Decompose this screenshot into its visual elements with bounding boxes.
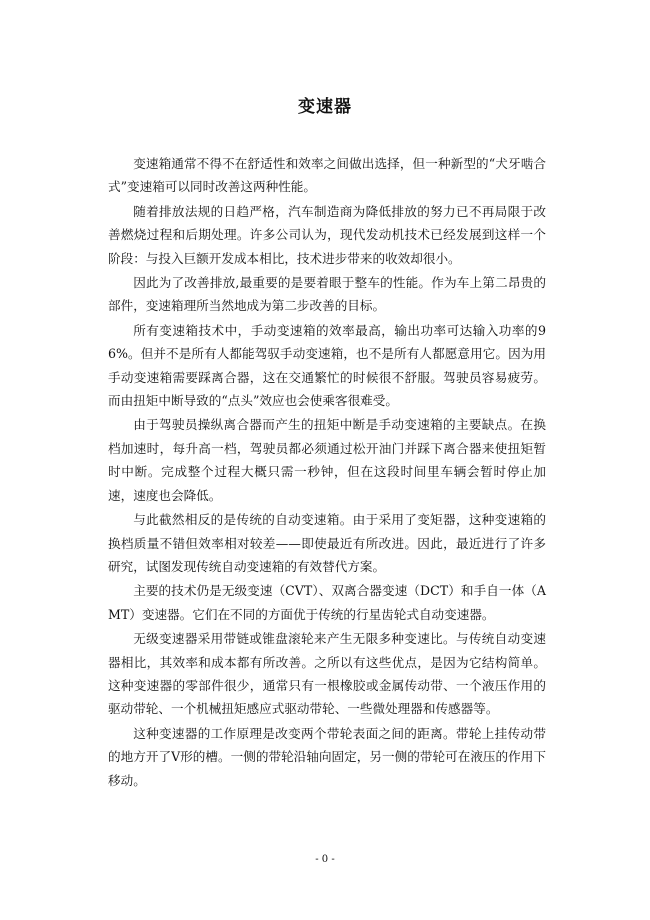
paragraph-9: 这种变速器的工作原理是改变两个带轮表面之间的距离。带轮上挂传动带的地方开了V形的槽。一侧的带轮沿轴向固定，另一侧的带轮可在液压的作用下移动。: [108, 725, 546, 788]
document-title: 变速器: [298, 97, 352, 117]
paragraph-2: 随着排放法规的日趋严格，汽车制造商为降低排放的努力已不再局限于改善燃烧过程和后期处理。许多公司认为，现代发动机技术已经发展到这样一个阶段：与投入巨额开发成本相比，技术进步带来的收效却很小。: [108, 203, 546, 266]
paragraph-7: 主要的技术仍是无级变速（CVT）、双离合器变速（DCT）和手自一体（AMT）变速器。它们在不同的方面优于传统的行星齿轮式自动变速器。: [108, 583, 546, 622]
paragraph-8: 无级变速器采用带链或锥盘滚轮来产生无限多种变速比。与传统自动变速器相比，其效率和成本都有所改善。之所以有这些优点，是因为它结构简单。这种变速器的零部件很少，通常只有一根橡胶或金属传动带、一个液压作用的驱动带轮、一个机械扭矩感应式驱动带轮、一些微处理器和传感器等。: [108, 631, 546, 717]
document-body: [108, 152, 546, 793]
page-number: - 0 -: [315, 854, 335, 865]
paragraph-4: 所有变速箱技术中，手动变速箱的效率最高，输出功率可达输入功率的96%。但并不是所有人都能驾驭手动变速箱，也不是所有人都愿意用它。因为用手动变速箱需要踩离合器，这在交通繁忙的时候很不舒服。驾驶员容易疲劳。而由扭矩中断导致的“点头”效应也会使乘客很难受。: [108, 322, 546, 409]
paragraph-1: 变速箱通常不得不在舒适性和效率之间做出选择，但一种新型的“犬牙啮合式”变速箱可以同时改善这两种性能。: [108, 156, 546, 195]
paragraph-3: 因此为了改善排放,最重要的是要着眼于整车的性能。作为车上第二昂贵的部件，变速箱理所当然地成为第二步改善的目标。: [108, 275, 546, 314]
paragraph-5: 由于驾驶员操纵离合器而产生的扭矩中断是手动变速箱的主要缺点。在换档加速时，每升高一档，驾驶员都必须通过松开油门并踩下离合器来使扭矩暂时中断。完成整个过程大概只需一秒钟，但在这段时间里车辆会暂时停止加速，速度也会降低。: [108, 417, 546, 503]
paragraph-6: 与此截然相反的是传统的自动变速箱。由于采用了变矩器，这种变速箱的换档质量不错但效率相对较差——即使最近有所改进。因此，最近进行了许多研究，试图发现传统自动变速箱的有效替代方案。: [108, 512, 546, 574]
